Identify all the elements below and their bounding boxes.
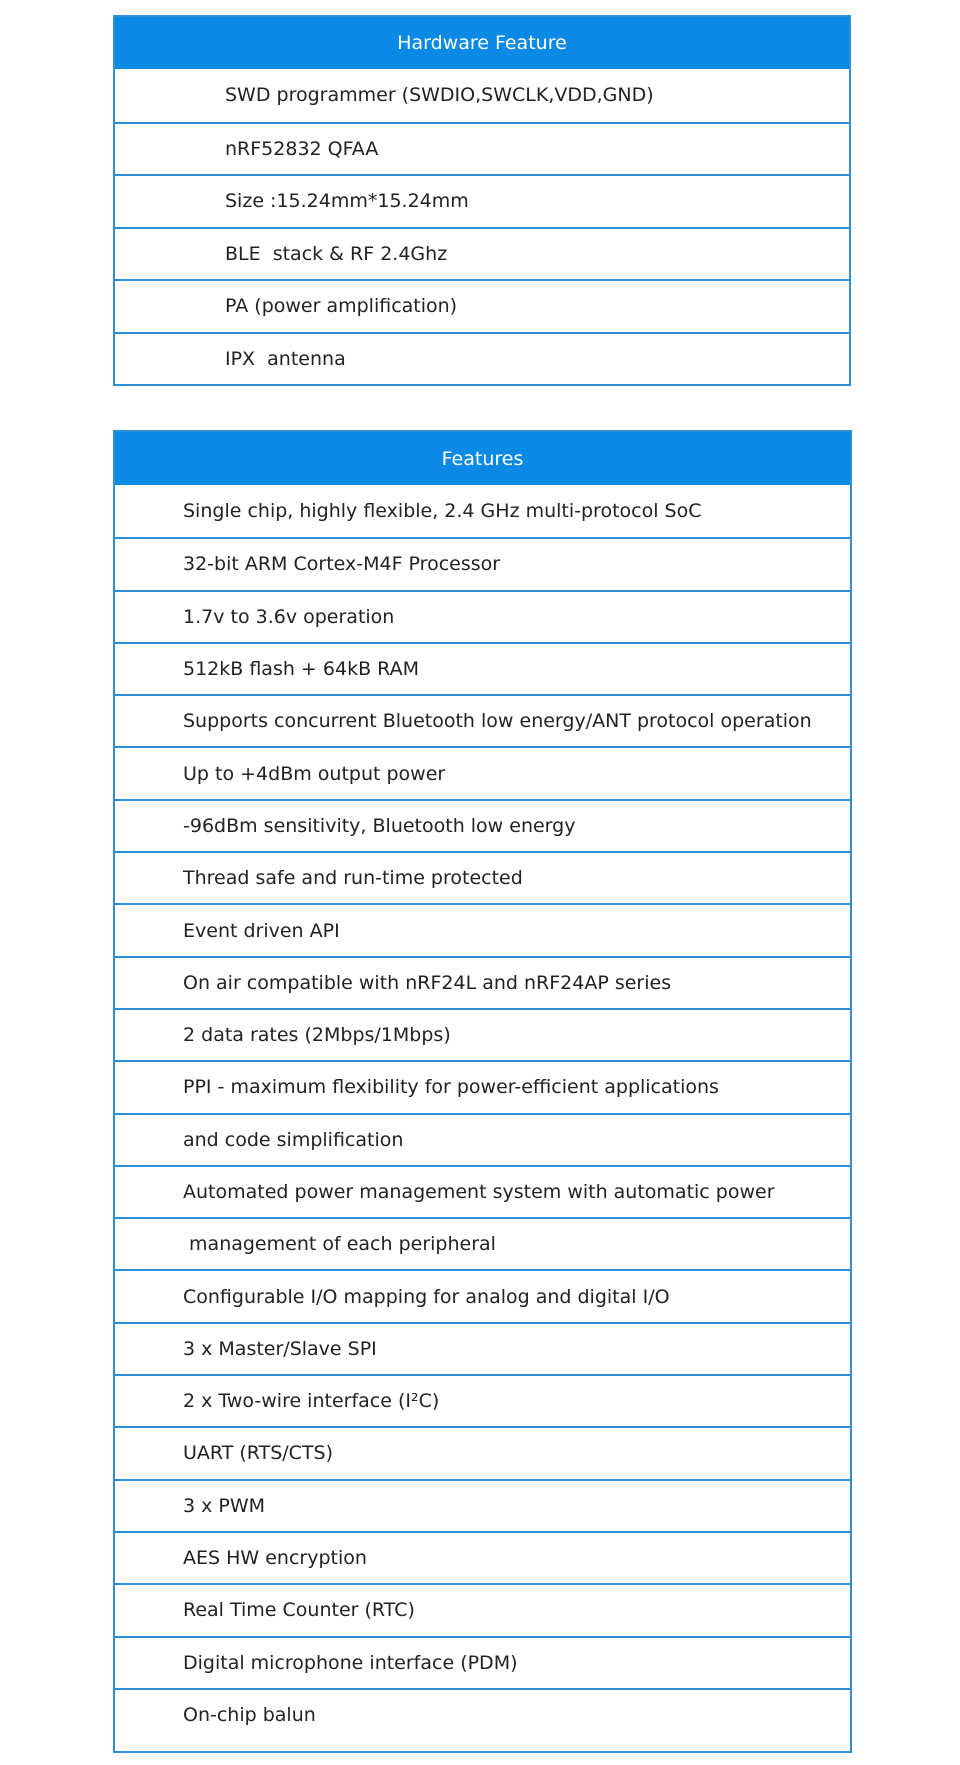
- feature-row: 32-bit ARM Cortex-M4F Processor: [115, 537, 850, 589]
- feature-row: 1.7v to 3.6v operation: [115, 590, 850, 642]
- feature-row: and code simplification: [115, 1113, 850, 1165]
- feature-row: 2 x Two-wire interface (I²C): [115, 1374, 850, 1426]
- feature-row: Supports concurrent Bluetooth low energy/ANT protocol operation: [115, 694, 850, 746]
- hardware-row: SWD programmer (SWDIO,SWCLK,VDD,GND): [225, 84, 654, 107]
- feature-row: Event driven API: [115, 903, 850, 955]
- feature-row: Real Time Counter (RTC): [115, 1583, 850, 1635]
- feature-row: 3 x Master/Slave SPI: [115, 1322, 850, 1374]
- features-header: Features: [115, 432, 850, 485]
- hardware-feature-table: [113, 15, 851, 386]
- hardware-feature-header: Hardware Feature: [115, 17, 849, 69]
- hardware-row: BLE stack & RF 2.4Ghz: [115, 227, 849, 280]
- feature-row: 512kB flash + 64kB RAM: [115, 642, 850, 694]
- feature-row: Single chip, highly flexible, 2.4 GHz multi-protocol SoC: [183, 500, 702, 523]
- feature-row: Configurable I/O mapping for analog and digital I/O: [115, 1269, 850, 1321]
- feature-row: management of each peripheral: [115, 1217, 850, 1269]
- feature-row: Automated power management system with automatic power: [115, 1165, 850, 1217]
- feature-row: UART (RTS/CTS): [115, 1426, 850, 1478]
- feature-row: Digital microphone interface (PDM): [115, 1636, 850, 1688]
- feature-row: Thread safe and run-time protected: [115, 851, 850, 903]
- feature-row: On air compatible with nRF24L and nRF24AP series: [115, 956, 850, 1008]
- feature-row: -96dBm sensitivity, Bluetooth low energy: [115, 799, 850, 851]
- feature-row: On-chip balun: [115, 1688, 850, 1740]
- feature-row: 3 x PWM: [115, 1479, 850, 1531]
- hardware-row: Size :15.24mm*15.24mm: [115, 174, 849, 227]
- hardware-row: nRF52832 QFAA: [115, 122, 849, 175]
- feature-row: AES HW encryption: [115, 1531, 850, 1583]
- feature-row: PPI - maximum flexibility for power-efficient applications: [115, 1060, 850, 1112]
- feature-row: 2 data rates (2Mbps/1Mbps): [115, 1008, 850, 1060]
- hardware-row: IPX antenna: [115, 332, 849, 385]
- features-table: [113, 430, 852, 1753]
- feature-row: Up to +4dBm output power: [115, 746, 850, 798]
- hardware-row: PA (power amplification): [115, 279, 849, 332]
